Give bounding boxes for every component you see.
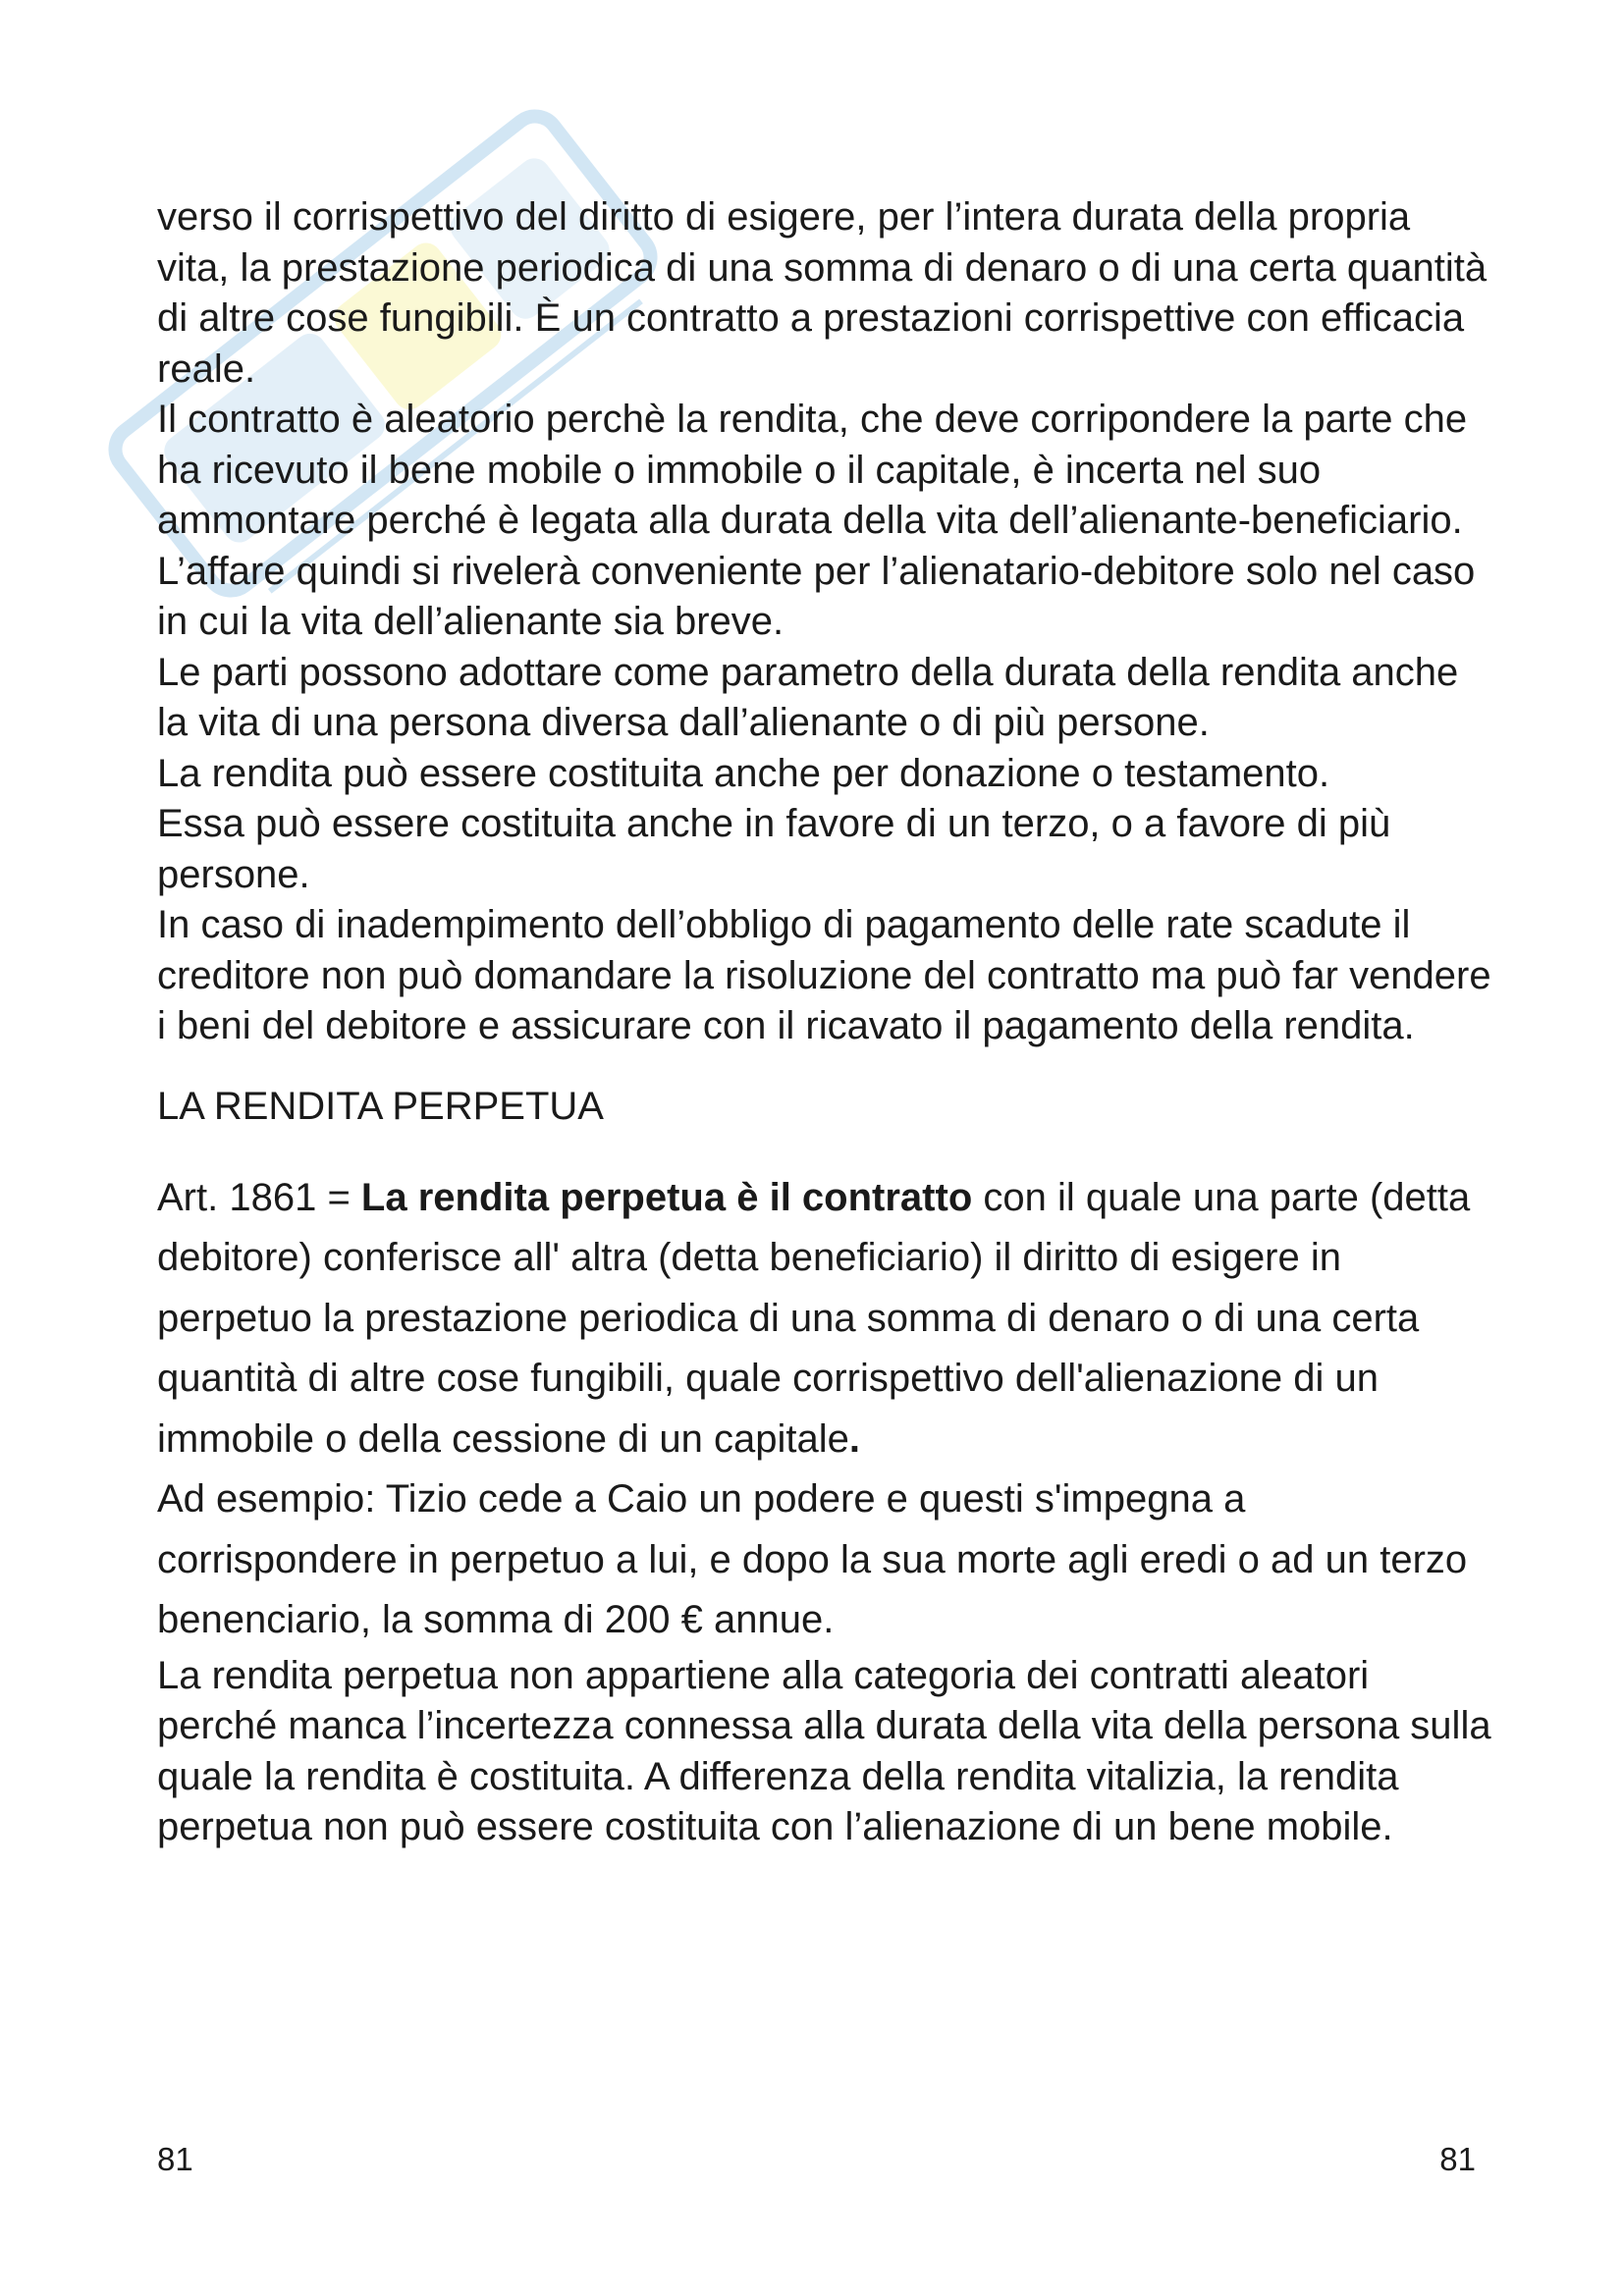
paragraph-donation: La rendita può essere costituita anche per donazione o testamento. — [157, 751, 1330, 795]
article-bold-definition: La rendita perpetua è il contratto — [360, 1175, 973, 1219]
article-body: con il quale una parte (detta debitore) conferisce all' altra (detta beneficiario) il diritto di esigere in perpetuo la prestazione periodica di una somma di denaro o di una certa quantità di altre cose fungibili, quale corrispettivo dell'alienazione di un immobile o della cessione di un capitale — [157, 1175, 1471, 1461]
paragraph-life-parameter: Le parti possono adottare come parametro della durata della rendita anche la vita di una persona diversa dall’alienante o di più persone. — [157, 650, 1459, 744]
page-content — [157, 192, 1492, 1853]
section-heading: LA RENDITA PERPETUA — [157, 1084, 604, 1128]
article-example: Ad esempio: Tizio cede a Caio un podere e questi s'impegna a corrispondere in perpetuo a lui, e dopo la sua morte agli eredi o ad un terzo benenciario, la somma di 200 € annue. — [157, 1477, 1468, 1641]
paragraph-perpetual-not-aleatory: La rendita perpetua non appartiene alla categoria dei contratti aleatori perché manca l’incertezza connessa alla durata della vita della persona sulla quale la rendita è costituita. A differenza della rendita vitalizia, la rendita perpetua non può essere costituita con l’alienazione di un bene mobile. — [157, 1653, 1491, 1848]
page-number-left: 81 — [157, 2141, 193, 2177]
article-1861 — [157, 1168, 1492, 1651]
article-period: . — [848, 1416, 860, 1461]
paragraph-nonpayment: In caso di inadempimento dell’obbligo di pagamento delle rate scadute il creditore non può domandare la risoluzione del contratto ma può far vendere i beni del debitore e assicurare con il ricavato il pagamento della rendita. — [157, 903, 1491, 1047]
page-number-right: 81 — [1439, 2141, 1476, 2177]
paragraph-annuity-definition: verso il corrispettivo del diritto di esigere, per l’intera durata della propria vita, la prestazione periodica di una somma di denaro o di una certa quantità di altre cose fungibili. È un contratto a prestazioni corrispettive con efficacia reale. — [157, 195, 1488, 391]
paragraph-third-party: Essa può essere costituita anche in favore di un terzo, o a favore di più persone. — [157, 802, 1391, 896]
article-prefix: Art. 1861 = — [157, 1175, 361, 1219]
paragraph-aleatory-contract: Il contratto è aleatorio perchè la rendita, che deve corripondere la parte che ha ricevuto il bene mobile o immobile o il capitale, è incerta nel suo ammontare perché è legata alla durata della vita dell’alienante-beneficiario. L’affare quindi si rivelerà conveniente per l’alienatario-debitore solo nel caso in cui la vita dell’alienante sia breve. — [157, 398, 1476, 643]
